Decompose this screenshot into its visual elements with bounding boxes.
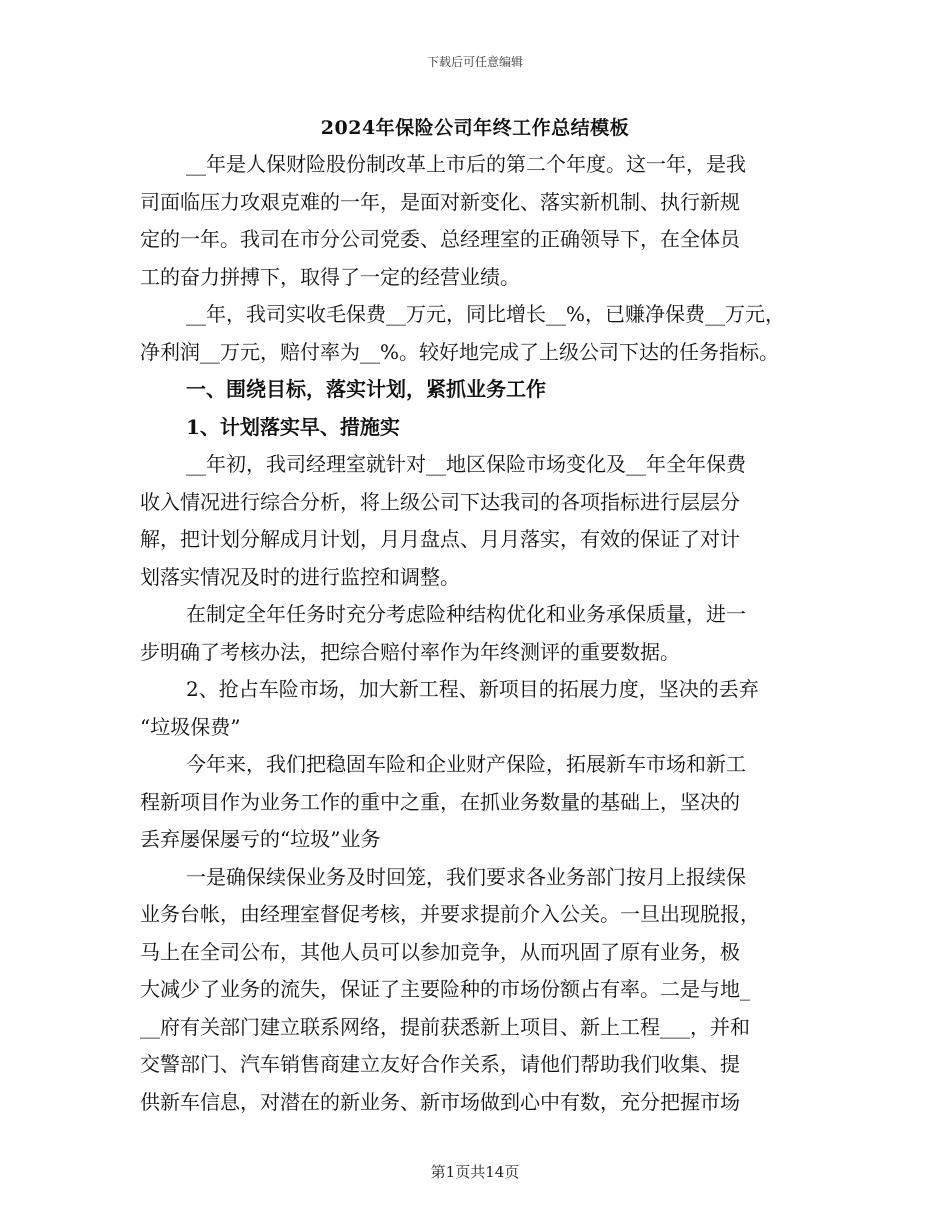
- paragraph-line: 步明确了考核办法，把综合赔付率作为年终测评的重要数据。: [140, 639, 680, 664]
- subsection-heading: 2、抢占车险市场，加大新工程、新项目的拓展力度，坚决的丢弃: [186, 677, 759, 701]
- paragraph-line: 程新项目作为业务工作的重中之重，在抓业务数量的基础上，坚决的: [140, 789, 740, 814]
- paragraph-line: __年是人保财险股份制改革上市后的第二个年度。这一年，是我: [186, 152, 746, 176]
- paragraph-line: __年初，我司经理室就针对__地区保险市场变化及__年全年保费: [186, 452, 746, 476]
- paragraph-line: 马上在全司公布，其他人员可以参加竞争，从而巩固了原有业务，极: [140, 939, 740, 964]
- paragraph-line: 供新车信息，对潜在的新业务、新市场做到心中有数，充分把握市场: [140, 1089, 740, 1114]
- paragraph-line: __年，我司实收毛保费__万元，同比增长__%，已赚净保费__万元，: [186, 302, 786, 326]
- paragraph-line: 一是确保续保业务及时回笼，我们要求各业务部门按月上报续保: [186, 864, 746, 889]
- header-note: 下载后可任意编辑: [426, 55, 523, 69]
- page-title: 2024年保险公司年终工作总结模板: [320, 117, 630, 139]
- paragraph-line: 大减少了业务的流失，保证了主要险种的市场份额占有率。二是与地_: [140, 977, 750, 1001]
- section-heading: 一、围绕目标，落实计划，紧抓业务工作: [186, 377, 546, 401]
- paragraph-line: 定的一年。我司在市分公司党委、总经理室的正确领导下，在全体员: [140, 227, 740, 251]
- paragraph-line: 交警部门、汽车销售商建立友好合作关系，请他们帮助我们收集、提: [140, 1052, 740, 1076]
- paragraph-line: 业务台帐，由经理室督促考核，并要求提前介入公关。一旦出现脱报，: [140, 902, 760, 926]
- paragraph-line: 司面临压力攻艰克难的一年，是面对新变化、落实新机制、执行新规: [140, 189, 740, 214]
- page-number: 第1页共14页: [430, 1163, 520, 1181]
- subsection-heading: 1、计划落实早、措施实: [186, 414, 400, 439]
- paragraph-line: 净利润__万元，赔付率为__%。较好地完成了上级公司下达的任务指标。: [140, 339, 780, 364]
- paragraph-line: 解，把计划分解成月计划，月月盘点、月月落实，有效的保证了对计: [140, 527, 740, 551]
- document-body: [140, 146, 815, 1121]
- paragraph-line: 收入情况进行综合分析，将上级公司下达我司的各项指标进行层层分: [140, 489, 740, 514]
- paragraph-line: 划落实情况及时的进行监控和调整。: [140, 564, 460, 589]
- paragraph-line: 今年来，我们把稳固车险和企业财产保险，拓展新车市场和新工: [186, 752, 746, 776]
- paragraph-line: 工的奋力拼搏下，取得了一定的经营业绩。: [140, 264, 520, 289]
- paragraph-line: 在制定全年任务时充分考虑险种结构优化和业务承保质量，进一: [186, 602, 746, 626]
- paragraph-line: 丢弃屡保屡亏的“垃圾”业务: [140, 827, 381, 851]
- subsection-heading-continued: “垃圾保费”: [140, 714, 241, 739]
- paragraph-line: __府有关部门建立联系网络，提前获悉新上项目、新上工程___，并和: [140, 1014, 750, 1039]
